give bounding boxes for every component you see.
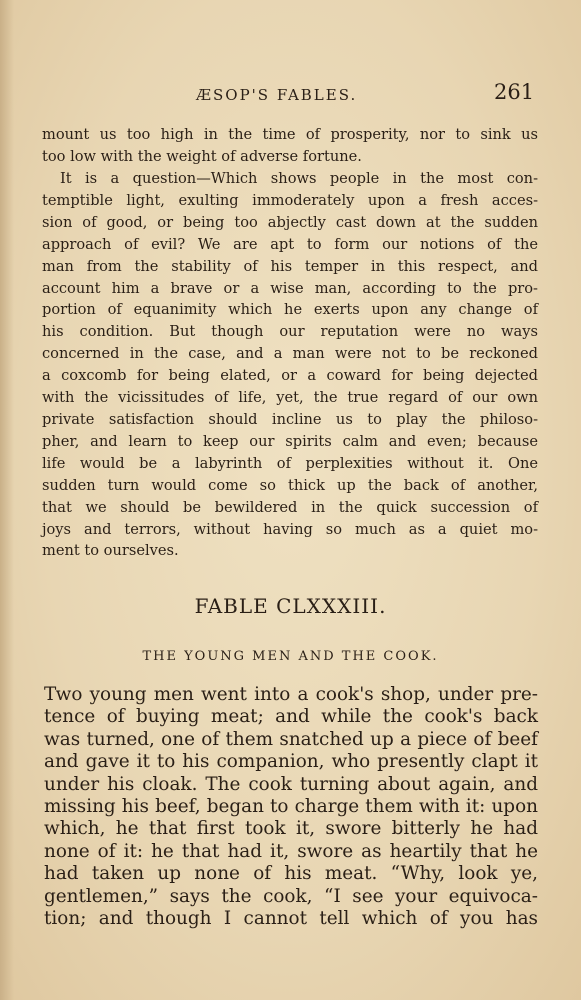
text-line: had taken up none of his meat. “Why, look ye, bbox=[44, 863, 538, 885]
text-line: account him a brave or a wise man, according to the pro- bbox=[42, 279, 538, 297]
text-line: portion of equanimity which he exerts upon any change of bbox=[42, 301, 538, 319]
text-line: joys and terrors, without having so much as a quiet mo- bbox=[42, 520, 538, 538]
text-line: tion; and though I cannot tell which of you has bbox=[44, 908, 538, 930]
fable-text bbox=[44, 684, 538, 930]
page-edge-shadow bbox=[0, 0, 14, 1000]
text-line: man from the stability of his temper in this respect, and bbox=[42, 257, 538, 275]
fable-title-heading: THE YOUNG MEN AND THE COOK. bbox=[142, 649, 439, 664]
text-line: mount us too high in the time of prosperity, nor to sink us bbox=[42, 126, 538, 143]
text-line: that we should be bewildered in the quick succession of bbox=[42, 498, 538, 516]
text-line: was turned, one of them snatched up a piece of beef bbox=[44, 728, 538, 750]
text-line: private satisfaction should incline us to play the philoso- bbox=[42, 410, 538, 428]
text-line: It is a question—Which shows people in the most con- bbox=[60, 170, 538, 187]
running-head: ÆSOP'S FABLES. bbox=[196, 86, 358, 104]
text-line: approach of evil? We are apt to form our notions of the bbox=[42, 235, 538, 253]
text-line: a coxcomb for being elated, or a coward for being dejected bbox=[42, 367, 538, 385]
text-line: life would be a labyrinth of perplexities without it. One bbox=[42, 454, 538, 472]
text-line: pher, and learn to keep our spirits calm and even; because bbox=[42, 432, 538, 450]
text-line: missing his beef, began to charge them with it: upon bbox=[44, 796, 538, 818]
text-line: too low with the weight of adverse fortune. bbox=[42, 147, 362, 165]
text-line: sudden turn would come so thick up the back of another, bbox=[42, 476, 538, 494]
text-line: which, he that first took it, swore bitterly he had bbox=[44, 818, 538, 840]
text-line: ment to ourselves. bbox=[42, 542, 179, 560]
page-number: 261 bbox=[494, 80, 535, 104]
paragraph-continuation bbox=[42, 124, 538, 168]
text-line: tence of buying meat; and while the cook's back bbox=[44, 706, 538, 728]
text-line: sion of good, or being too abjectly cast down at the sudden bbox=[42, 213, 538, 231]
text-line: under his cloak. The cook turning about again, and bbox=[44, 773, 538, 795]
text-line: gentlemen,” says the cook, “I see your equivoca- bbox=[44, 885, 538, 907]
text-line: Two young men went into a cook's shop, under pre- bbox=[44, 684, 538, 705]
fable-number-heading: FABLE CLXXXIII. bbox=[194, 594, 387, 618]
text-line: concerned in the case, and a man were not to be reckoned bbox=[42, 345, 538, 363]
text-line: none of it: he that had it, swore as heartily that he bbox=[44, 840, 538, 862]
text-line: and gave it to his companion, who presently clapt it bbox=[44, 751, 538, 773]
text-line: temptible light, exulting immoderately upon a fresh acces- bbox=[42, 191, 538, 209]
text-line: his condition. But though our reputation were no ways bbox=[42, 323, 538, 341]
text-line: with the vicissitudes of life, yet, the true regard of our own bbox=[42, 389, 538, 407]
paragraph-moral bbox=[42, 168, 538, 562]
